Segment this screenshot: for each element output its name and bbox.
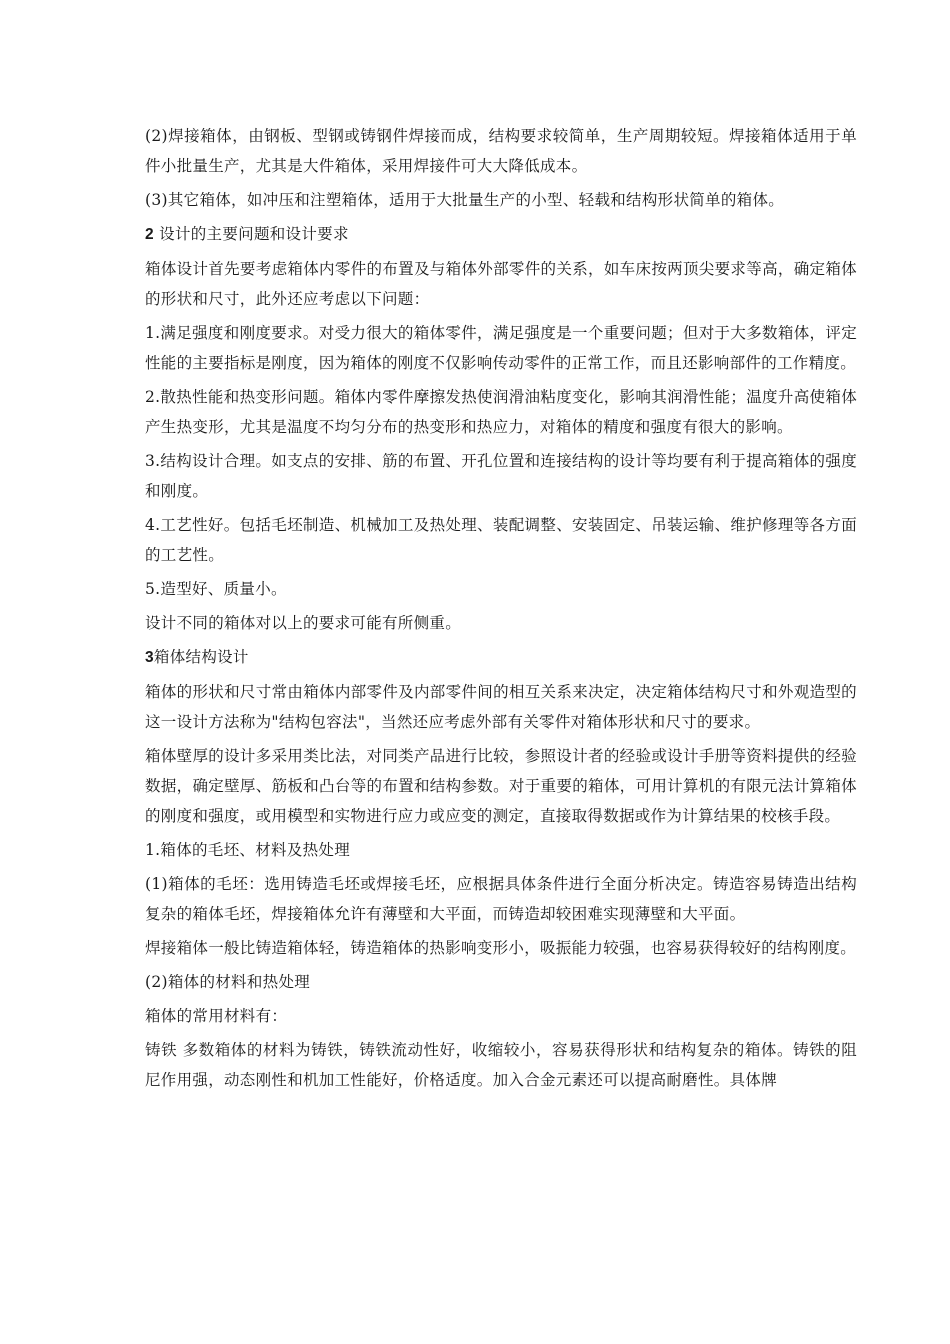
section-2-title: 设计的主要问题和设计要求 (153, 225, 349, 243)
section-3-heading (145, 642, 857, 673)
requirement-item-1: 1.满足强度和刚度要求。对受力很大的箱体零件，满足强度是一个重要问题；但对于大多数箱体，评定性能的主要指标是刚度，因为箱体的刚度不仅影响传动零件的正常工作，而且还影响部件的工作精度。 (145, 324, 857, 372)
section-2-heading (145, 219, 857, 250)
requirement-item-2: 2.散热性能和热变形问题。箱体内零件摩擦发热使润滑油粘度变化，影响其润滑性能；温度升高使箱体产生热变形，尤其是温度不均匀分布的热变形和热应力，对箱体的精度和强度有很大的影响。 (145, 388, 857, 436)
requirement-item-5: 5.造型好、质量小。 (145, 580, 287, 598)
requirement-item-3: 3.结构设计合理。如支点的安排、筋的布置、开孔位置和连接结构的设计等均要有利于提高箱体的强度和刚度。 (145, 452, 857, 500)
section-2-intro: 箱体设计首先要考虑箱体内零件的布置及与箱体外部零件的关系，如车床按两顶尖要求等高，确定箱体的形状和尺寸，此外还应考虑以下问题： (145, 260, 857, 308)
section-3-paragraph-1: 箱体的形状和尺寸常由箱体内部零件及内部零件间的相互关系来决定，决定箱体结构尺寸和外观造型的这一设计方法称为"结构包容法"，当然还应考虑外部有关零件对箱体形状和尺寸的要求。 (145, 683, 857, 731)
paragraph-welded-box: (2)焊接箱体，由钢板、型钢或铸钢件焊接而成，结构要求较简单，生产周期较短。焊接箱体适用于单件小批量生产，尤其是大件箱体，采用焊接件可大大降低成本。 (145, 127, 857, 175)
section-2-number: 2 (145, 226, 154, 243)
subsection-1-paragraph-2: 焊接箱体一般比铸造箱体轻，铸造箱体的热影响变形小，吸振能力较强，也容易获得较好的结构刚度。 (145, 939, 857, 957)
requirement-item-4: 4.工艺性好。包括毛坯制造、机械加工及热处理、装配调整、安装固定、吊装运输、维护修理等各方面的工艺性。 (145, 516, 857, 564)
section-3-number: 3 (145, 649, 154, 666)
section-2-closing: 设计不同的箱体对以上的要求可能有所侧重。 (145, 614, 462, 632)
subsection-2-paragraph-2: 铸铁 多数箱体的材料为铸铁，铸铁流动性好，收缩较小，容易获得形状和结构复杂的箱体。铸铁的阻尼作用强，动态刚性和机加工性能好，价格适度。加入合金元素还可以提高耐磨性。具体牌 (145, 1041, 857, 1089)
section-3-paragraph-2: 箱体壁厚的设计多采用类比法，对同类产品进行比较，参照设计者的经验或设计手册等资料提供的经验数据，确定壁厚、筋板和凸台等的布置和结构参数。对于重要的箱体，可用计算机的有限元法计算箱体的刚度和强度，或用模型和实物进行应力或应变的测定，直接取得数据或作为计算结果的校核手段。 (145, 747, 857, 825)
subsection-1-paragraph-1: (1)箱体的毛坯：选用铸造毛坯或焊接毛坯，应根据具体条件进行全面分析决定。铸造容易铸造出结构复杂的箱体毛坯，焊接箱体允许有薄壁和大平面，而铸造却较困难实现薄壁和大平面。 (145, 875, 857, 923)
subsection-2-paragraph-1: 箱体的常用材料有： (145, 1007, 288, 1025)
subsection-2-title: (2)箱体的材料和热处理 (145, 973, 311, 991)
subsection-1-title: 1.箱体的毛坯、材料及热处理 (145, 841, 350, 859)
paragraph-other-box: (3)其它箱体，如冲压和注塑箱体，适用于大批量生产的小型、轻载和结构形状简单的箱体。 (145, 191, 785, 209)
document-page (145, 121, 857, 1099)
section-3-title: 箱体结构设计 (153, 648, 249, 666)
